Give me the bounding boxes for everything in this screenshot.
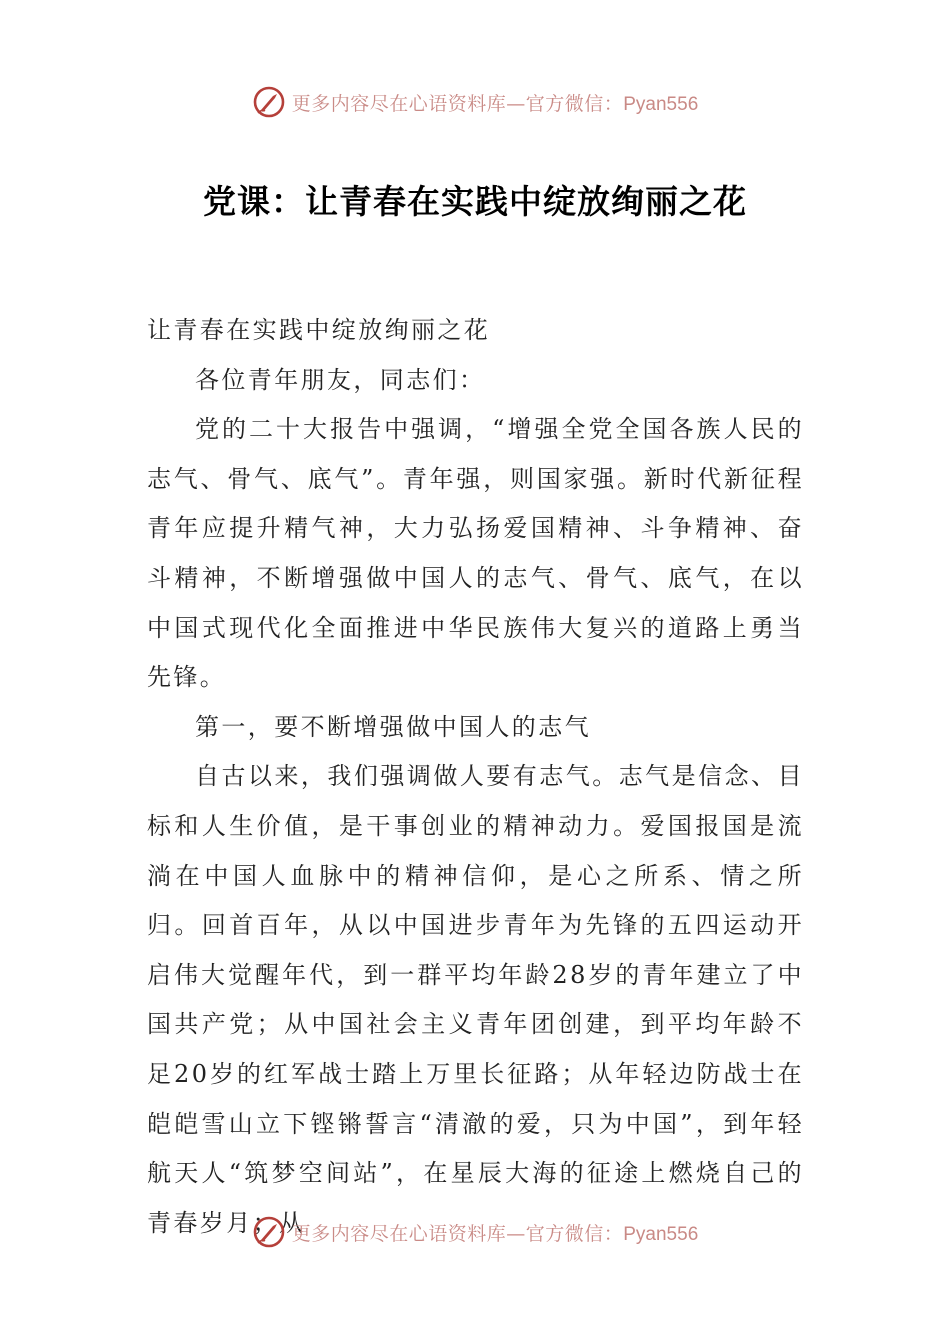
header-watermark xyxy=(0,82,950,122)
paragraph-greeting: 各位青年朋友，同志们： xyxy=(195,365,486,394)
pen-nib-logo-icon xyxy=(252,1215,286,1249)
watermark-wechat-id: Pyan556 xyxy=(623,93,699,115)
watermark-text xyxy=(292,89,699,116)
pen-nib-logo-icon xyxy=(252,85,286,119)
footer-watermark xyxy=(0,1212,950,1252)
document-title: 党课：让青春在实践中绽放绚丽之花 xyxy=(203,182,747,221)
watermark-wechat-id: Pyan556 xyxy=(623,1223,699,1245)
watermark-group xyxy=(252,1215,699,1249)
watermark-label: 更多内容尽在心语资料库—官方微信： xyxy=(291,1222,624,1245)
watermark-group xyxy=(252,85,699,119)
watermark-text xyxy=(292,1219,699,1246)
paragraph-body: 自古以来，我们强调做人要有志气。志气是信念、目标和人生价值，是干事创业的精神动力。爱国报国是流淌在中国人血脉中的精神信仰，是心之所系、情之所归。回首百年，从以中国进步青年为先锋的五四运动开启伟大觉醒年代，到一群平均年龄28岁的青年建立了中国共产党；从中国社会主义青年团创建，到平均年龄不足20岁的红军战士踏上万里长征路；从年轻边防战士在皑皑雪山立下铿锵誓言“清澈的爱，只为中国”，到年轻航天人“筑梦空间站”，在星辰大海的征途上燃烧自己的青春岁月；从 xyxy=(147,762,804,1237)
document-body xyxy=(147,306,804,1248)
watermark-label: 更多内容尽在心语资料库—官方微信： xyxy=(291,92,624,115)
section-heading-first: 第一，要不断增强做中国人的志气 xyxy=(195,712,591,741)
paragraph-subtitle: 让青春在实践中绽放绚丽之花 xyxy=(147,316,491,344)
paragraph-intro: 党的二十大报告中强调，“增强全党全国各族人民的志气、骨气、底气”。青年强，则国家强。新时代新征程青年应提升精气神，大力弘扬爱国精神、斗争精神、奋斗精神，不断增强做中国人的志气、骨气、底气，在以中国式现代化全面推进中华民族伟大复兴的道路上勇当先锋。 xyxy=(147,415,804,692)
